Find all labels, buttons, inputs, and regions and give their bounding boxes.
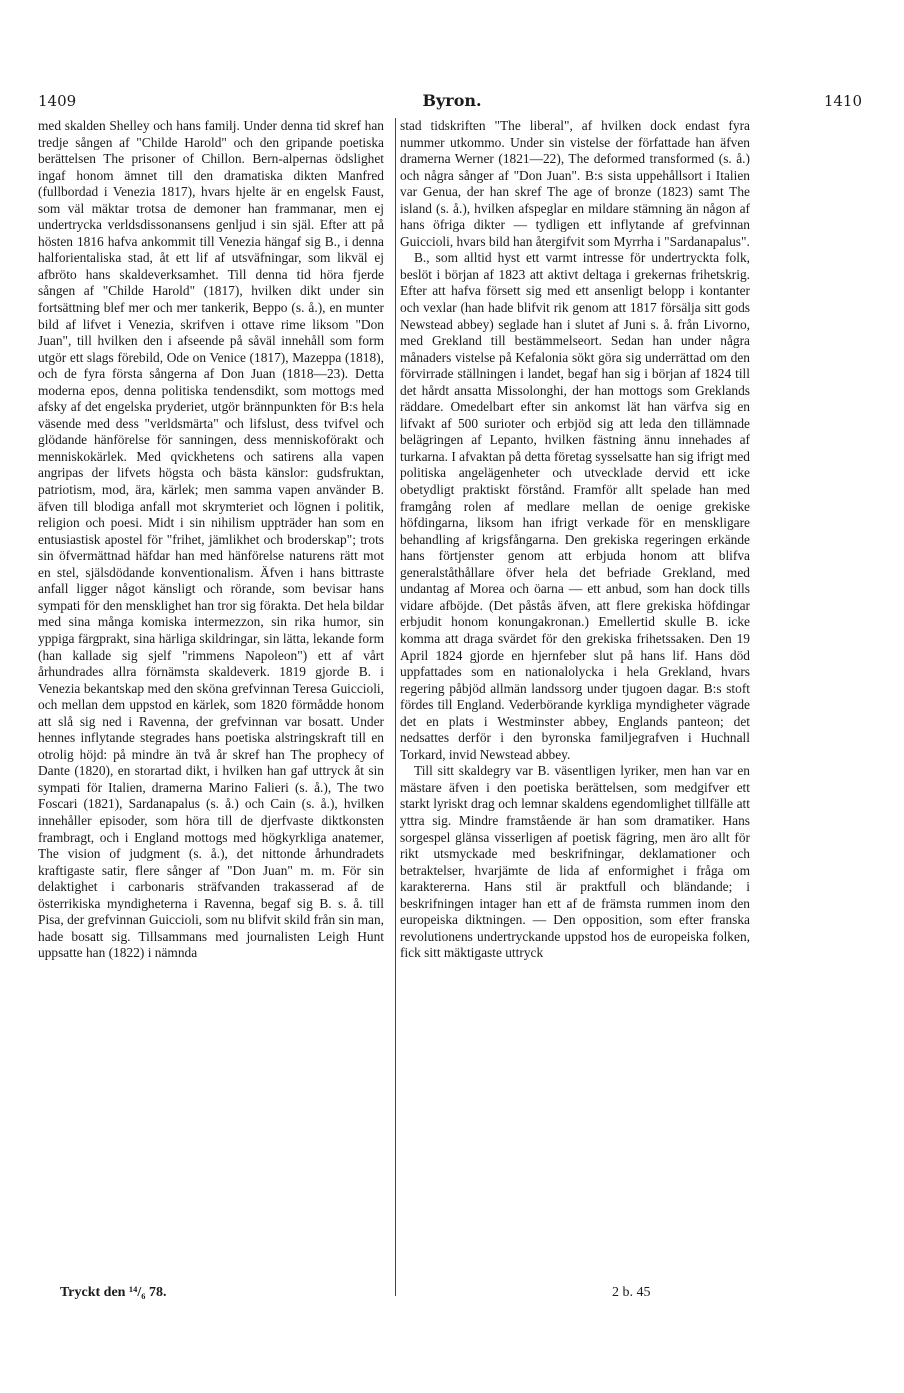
paragraph: stad tidskriften "The liberal", af hvilken dock endast fyra nummer utkommo. Under sin vistelse der författade han äfven dramerna Werner (1821—22), The deformed transformed (s. å.) och några sånger af "Don Juan". B:s sista uppehållsort i Italien var Genua, der han skref The age of bronze (1823) samt The island (s. å.), hvilken afspeglar en mildare stämning än någon af hans öfriga dikter — tydligen ett inflytande af grefvinnan Guiccioli, hvars bild han återgifvit som Myrrha i "Sardanapalus". (400, 118, 750, 249)
signature-mark: 2 b. 45 (612, 1285, 651, 1300)
paragraph: med skalden Shelley och hans familj. Under denna tid skref han tredje sången af "Childe Harold" och den gripande poetiska berättelsen The prisoner of Chillon. Bern-alpernas ödslighet ingaf honom ämnet till den dramatiska dikten Manfred (fullbordad i Venezia 1817), hvars hjelte är en engelsk Faust, som väl mäktar trotsa de demoner han frammanar, men ej undertrycka verldsdissonansens genljud i sin själ. Efter att på hösten 1816 hafva ankommit till Venezia hängaf sig B., i denna halforientaliska stad, åt ett lif af utsväfningar, som likväl ej afbröto hans skaldeverksamhet. Till denna tid höra fjerde sången af "Childe Harold" (1817), hvilken dikt under sin fortsättning blef mer och mer tankerik, Beppo (s. å.), en munter bild af lifvet i Venezia, skrifven i ottave rime liksom "Don Juan", till hvilken den i afseende på såväl innehåll som form utgör ett slags förebild, Ode on Venice (1817), Mazeppa (1818), och de fyra första sångerna af Don Juan (1818—23). Detta moderna epos, denna politiska tendensdikt, som mottogs med afsky af det engelska pryderiet, utgör brännpunkten för B:s hela väsende med dess "verldsmärta" och lifslust, dess tvifvel och glödande hänförelse för sanningen, dess menniskoförakt och menniskokärlek. Med qvickhetens och satirens alla vapen angripas der lifvets högsta och bästa känslor: gudsfruktan, patriotism, mod, ära, kärlek; men samma vapen använder B. äfven till blodiga anfall mot skrymteriet och lögnen i politik, religion och poesi. Midt i sin nihilism uppträder han som en entusiastisk apostel för "frihet, jämlikhet och broderskap"; trots sin öfvermättnad häfdar han med hänförelse naturens rätt mot en stel, själsdödande konventionalism. Äfven i hans bittraste anfall ligger något känsligt och rörande, som bevisar hans sympati för den mensklighet han tror sig förakta. Det hela bildar med sina många komiska intermezzon, sin rika humor, sin yppiga färgprakt, sina härliga skildringar, sin lätta, lekande form (han kallade sig sjelf "rimmens Napoleon") ett af vårt århundrades allra förnämsta skaldeverk. 1819 gjorde B. i Venezia bekantskap med den sköna grefvinnan Teresa Guiccioli, och mellan dem uppstod en kärlek, som 1820 förmådde honom att slå sig ned i Ravenna, der grefvinnan var bosatt. Under hennes inflytande stegrades hans poetiska alstringskraft till en otrolig höjd: på mindre än två år skref han The prophecy of Dante (1820), en storartad dikt, i hvilken han gaf uttryck åt sin sympati för Italien, dramerna Marino Falieri (s. å.), The two Foscari (1821), Sardanapalus (s. å.) och Cain (s. å.), hvilken innehåller episoder, som höra till de djerfvaste diktkonsten frambragt, och i England mottogs med högkyrkliga anatemer, The vision of judgment (s. å.), det nittonde århundradets kraftigaste satir, flere sånger af "Don Juan" m. m. För sin delaktighet i carbonaris sträfvanden trakasserad af de österrikiska myndigheterna i Ravenna, begaf sig B. s. å. till Pisa, der grefvinnan Guiccioli, som nu blifvit skild från sin man, hade bosatt sig. Tillsammans med journalisten Leigh Hunt uppsatte han (1822) i nämnda (38, 118, 384, 961)
page-number-left: 1409 (38, 92, 77, 110)
right-column (400, 118, 750, 962)
print-date: Tryckt den ¹⁴/₆ 78. (60, 1285, 167, 1300)
page-number-right: 1410 (823, 92, 862, 110)
running-title: Byron. (422, 91, 482, 110)
paragraph: B., som alltid hyst ett varmt intresse för undertryckta folk, beslöt i början af 1823 att aktivt deltaga i grekernas frihetskrig. Efter att hafva försett sig med ett ansenligt belopp i kontanter och vexlar (han hade blifvit rik genom att 1817 försälja sitt gods Newstead abbey) seglade han i slutet af Juni s. å. från Livorno, med Grekland till bestämmelseort. Sedan han under några månaders vistelse på Kefalonia sökt göra sig underrättad om den förvirrade ställningen i landet, begaf han sig i början af 1824 till det hårdt ansatta Missolonghi, der han mottogs som Greklands räddare. Omedelbart efter sin ankomst lät han värfva sig en lifvakt af 500 surioter och erbjöd sig att leda den tillämnade belägringen af Lepanto, hvilken fästning ännu innehades af turkarna. I afvaktan på detta företag sysselsatte han sig ifrigt med politiska angelägenheter och utvecklade dervid ett icke obetydligt praktiskt förstånd. Framför allt spelade han med framgång rolen af medlare mellan de oenige grekiske höfdingarna, liksom han ifrigt verkade för en menskligare behandling af krigsfångarna. Den grekiska regeringen erkände hans förtjenster genom att erbjuda honom att blifva generalståthållare öfver hela det befriade Grekland, med undantag af Morea och öarna — ett anbud, som han dock tills vidare afböjde. (Det påstås äfven, att flere grekiska höfdingar erbjudit honom konungakronan.) Emellertid skulle B. icke komma att draga svärdet för den grekiska frihetssaken. Den 19 April 1824 gjorde en hjernfeber slut på hans lif. Hans död uppfattades som en nationalolycka i hela Grekland, hvars regering påbjöd allmän landssorg under tjugoen dagar. B:s stoft fördes till England. Vederbörande kyrkliga myndigheter vägrade det en plats i Westminster abbey, Englands panteon; det nedsattes derför i den byronska familjegrafven i Huchnall Torkard, invid Newstead abbey. (400, 250, 750, 762)
paragraph: Till sitt skaldegry var B. väsentligen lyriker, men han var en mästare äfven i den poetiska berättelsen, som medgifver ett starkt lyriskt drag och lemnar skaldens egendomlighet tillfälle att yttra sig. Mindre framstående är han som dramatiker. Hans sorgespel glänsa visserligen af poetisk fägring, men äro allt för rikt utsmyckade med beskrifningar, deklamationer och betraktelser, hvarjämte de lida af enformighet i fråga om karaktererna. Hans stil är praktfull och bländande; i beskrifningen intager han ett af de främsta rummen inom den europeiska diktningen. — Den opposition, som efter franska revolutionens undertryckande uppstod hos de europeiska folken, fick sitt mäktigaste uttryck (400, 763, 750, 961)
left-column (38, 118, 384, 962)
column-divider (395, 118, 396, 1296)
